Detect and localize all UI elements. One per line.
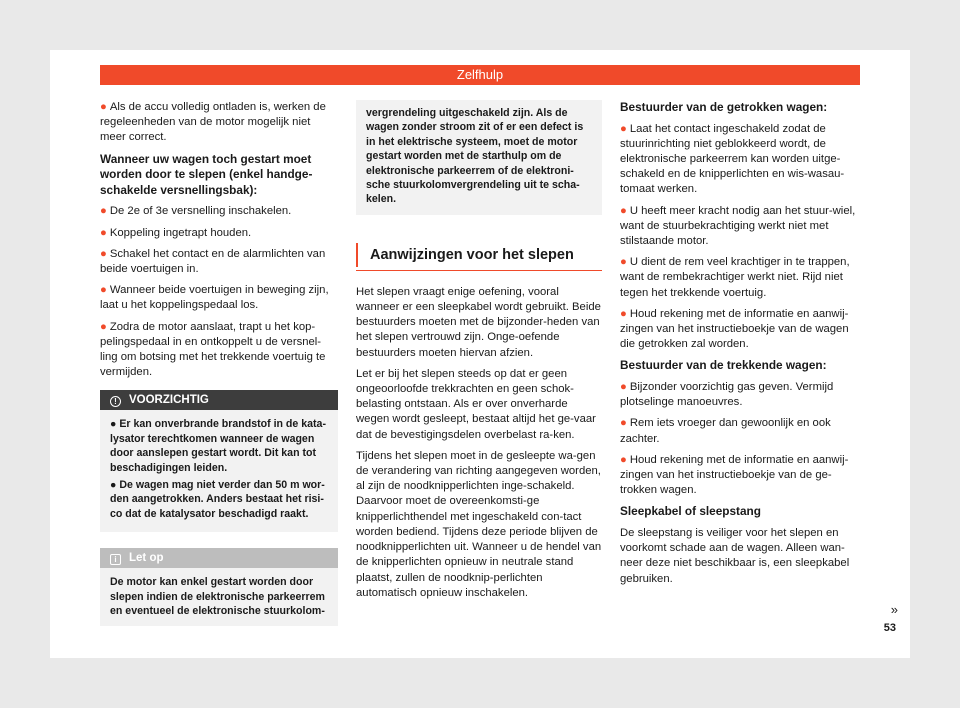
list-item: ● U dient de rem veel krachtiger in te trappen, want de rembekrachtiger werkt niet. Rijd niet tegen het trekkende voertuig. [620, 256, 850, 299]
note-header: i Let op [100, 548, 338, 568]
column-3 [620, 100, 860, 593]
subheading: Wanneer uw wagen toch gestart moet worden door te slepen (enkel handge-schakelde versnellingsbak): [100, 151, 313, 197]
paragraph: ● Als de accu volledig ontladen is, werken de regeleenheden van de motor mogelijk niet meer correct. [100, 101, 326, 144]
bullet-icon: ● [100, 284, 107, 297]
caution-item: ● De wagen mag niet verder dan 50 m wor-den aangetrokken. Anders bestaat het risi-co dat de katalysator beschadigd raakt. [110, 479, 325, 520]
bullet-icon: ● [620, 307, 627, 320]
caution-item: ● Er kan onverbrande brandstof in de kata-lysator terechtkomen wanneer de wagen door aanslepen gestart wordt. Dit kan tot beschadigingen leiden. [110, 418, 326, 474]
chapter-header: Zelfhulp [100, 65, 860, 85]
list-item: ● Zodra de motor aanslaat, trapt u het kop-pelingspedaal in en ontkoppelt u de versnel-ling om botsing met het trekkende voertuig te vermijden. [100, 320, 326, 379]
bullet-icon: ● [100, 205, 107, 218]
caution-body [100, 410, 338, 532]
list-item: ● Laat het contact ingeschakeld zodat de stuurinrichting niet geblokkeerd wordt, de elektronische parkeerrem kan worden uitge-schakeld en de knipperlichten en wis-wasau-tomaat werken. [620, 122, 845, 196]
subheading: Sleepkabel of sleepstang [620, 504, 761, 519]
bullet-icon: ● [620, 381, 627, 394]
list-item: ● Rem iets vroeger dan gewoonlijk en ook zachter. [620, 417, 831, 445]
list-item: ● Houd rekening met de informatie en aanwij-zingen van het instructieboekje van de ge-trokken wagen. [620, 453, 849, 497]
list-item: ● Schakel het contact en de alarmlichten van beide voertuigen in. [100, 247, 326, 275]
page [50, 50, 910, 658]
bullet-icon: ● [620, 122, 627, 135]
info-circle-icon: ! [110, 396, 121, 407]
list-item: ● De 2e of 3e versnelling inschakelen. [100, 205, 292, 218]
bullet-icon: ● [100, 226, 107, 239]
list-item: ● Bijzonder voorzichtig gas geven. Vermijd plotselinge manoeuvres. [620, 381, 834, 409]
paragraph: De sleepstang is veiliger voor het slepen en voorkomt schade aan de wagen. Alleen wan-neer deze niet beschikbaar is, een sleepkabel gebruiken. [620, 527, 850, 585]
paragraph: Let er bij het slepen steeds op dat er geen ongeoorloofde trekkrachten en geen schok-belasting ontstaan. Als er over onverharde wegen wordt gesleept, bestaat altijd het ge-vaar dat de bevestigingsdelen overbelast ra-ken. [356, 367, 596, 441]
note-body: De motor kan enkel gestart worden door slepen indien de elektronische parkeerrem en eventueel de elektronische stuurkolom- [110, 576, 325, 618]
bullet-icon: ● [100, 101, 107, 113]
section-title: Aanwijzingen voor het slepen [356, 243, 602, 267]
info-square-icon: i [110, 554, 121, 565]
subheading: Bestuurder van de trekkende wagen: [620, 358, 827, 373]
list-item: ● Houd rekening met de informatie en aanwij-zingen van het instructieboekje van de wagen die getrokken zal worden. [620, 307, 849, 351]
list-item: ● U heeft meer kracht nodig aan het stuur-wiel, want de stuurbekrachtiging werkt niet met stilstaande motor. [620, 204, 856, 248]
bullet-icon: ● [620, 256, 627, 269]
bullet-icon: ● [100, 247, 107, 260]
bullet-icon: ● [620, 204, 627, 217]
note-box-continued: vergrendeling uitgeschakeld zijn. Als de wagen zonder stroom zit of er een defect is in het elektrische systeem, moet de motor gestart worden met de starthulp om de elektronische parkeerrem of de elektroni-sche stuurkolomvergrendeling uit te scha-kelen. [356, 100, 602, 215]
caution-box [100, 390, 338, 532]
subheading: Bestuurder van de getrokken wagen: [620, 100, 828, 114]
page-number: 53 [883, 622, 896, 634]
continue-mark: » [890, 602, 898, 617]
column-1 [100, 100, 338, 626]
bullet-icon: ● [620, 453, 627, 466]
paragraph: Het slepen vraagt enige oefening, vooral wanneer er een sleepkabel wordt gebruikt. Beide bestuurders moeten met de bijzonder-heden van het slepen vertrouwd zijn. Onge-oefende bestuurders moeten hiervan afzien. [356, 285, 601, 359]
list-item: ● Koppeling ingetrapt houden. [100, 226, 252, 239]
note-box [100, 548, 338, 626]
bullet-icon: ● [100, 320, 107, 333]
bullet-icon: ● [620, 417, 627, 430]
list-item: ● Wanneer beide voertuigen in beweging zijn, laat u het koppelingspedaal los. [100, 284, 329, 312]
caution-header: ! VOORZICHTIG [100, 390, 338, 410]
paragraph: Tijdens het slepen moet in de gesleepte wa-gen de verandering van richting aangegeven worden, al zijn de noodknipperlichten inge-schakeld. Daarvoor moet de overeenkomsti-ge knipperlichthendel met ingeschakeld con-tact worden bediend. Tijdens deze periode blijven de noodknipperlichten uit. Wanneer u de hendel van de knipperlichten opnieuw in neutrale stand plaatst, zullen de noodknip-perlichten automatisch opnieuw inschakelen. [356, 449, 602, 599]
column-2 [356, 100, 602, 607]
